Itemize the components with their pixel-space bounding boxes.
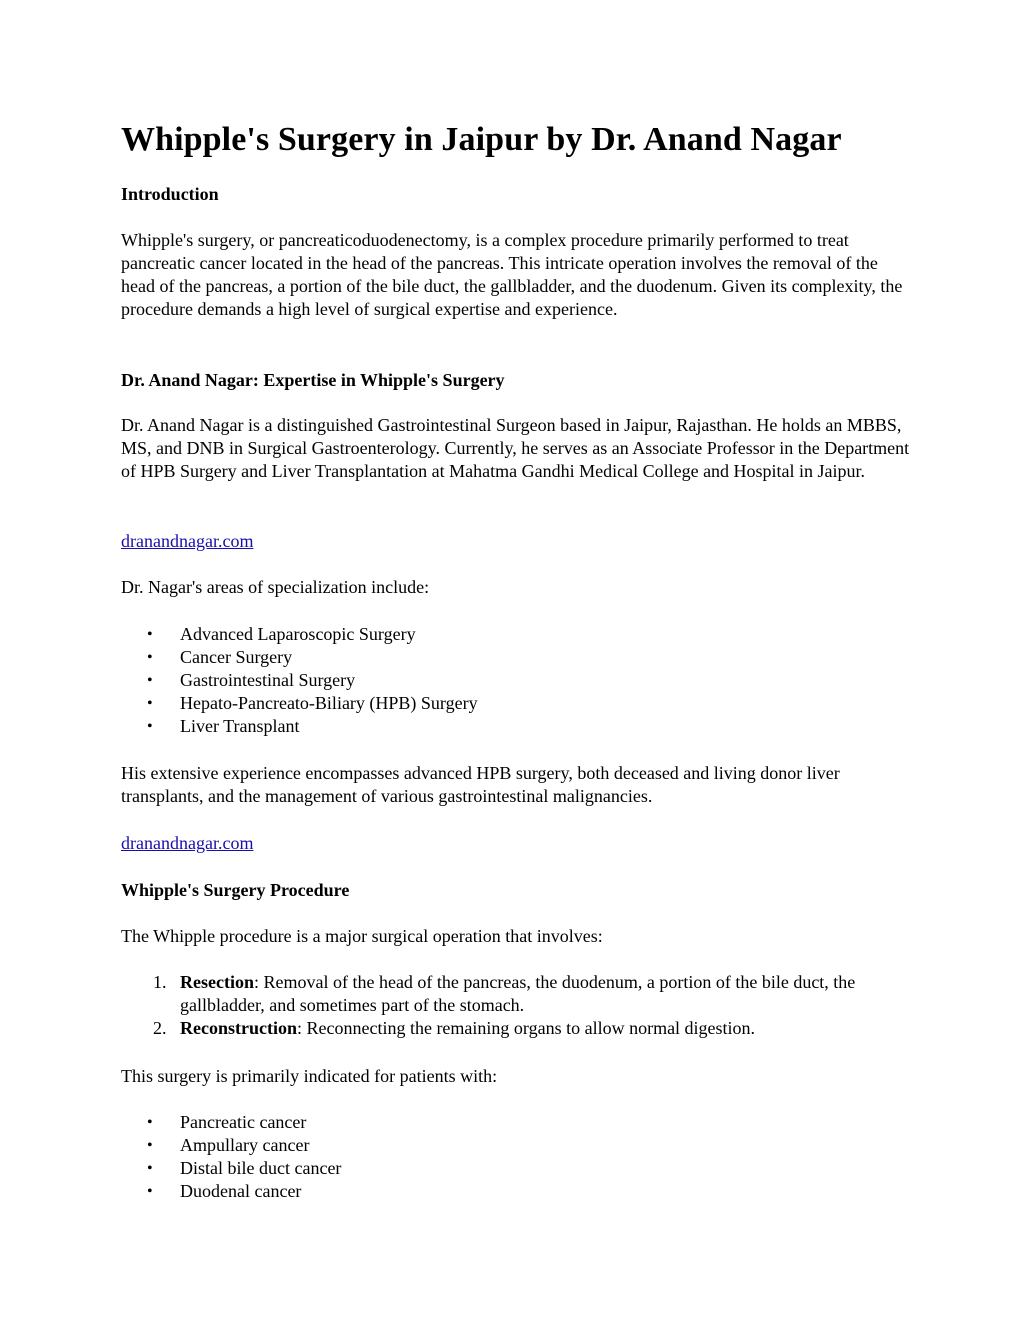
website-link[interactable]: dranandnagar.com <box>121 531 254 551</box>
indications-intro: This surgery is primarily indicated for patients with: <box>121 1066 498 1086</box>
list-item: • Cancer Surgery <box>147 647 293 667</box>
page-title: Whipple's Surgery in Jaipur by Dr. Anand Nagar <box>121 121 842 158</box>
expertise-paragraph: Dr. Anand Nagar is a distinguished Gastrointestinal Surgeon based in Jaipur, Rajasthan. He holds an MBBS, MS, and DNB in Surgical Gastroenterology. Currently, he serves as an Associate Professor in the Department of HPB Surgery and Liver Transplantation at Mahatma Gandhi Medical College and Hospital in Jaipur. <box>121 415 910 481</box>
list-item: • Distal bile duct cancer <box>147 1158 342 1178</box>
bullet-icon: • <box>147 1137 153 1154</box>
list-item: • Ampullary cancer <box>147 1135 310 1155</box>
website-link-container-2 <box>121 832 911 855</box>
step-term: Resection <box>180 972 254 992</box>
list-item: • Pancreatic cancer <box>147 1112 307 1132</box>
list-item: • Liver Transplant <box>147 716 300 736</box>
bullet-icon: • <box>147 626 153 643</box>
specialization-intro: Dr. Nagar's areas of specialization include: <box>121 577 430 597</box>
list-item: 1. Resection: Removal of the head of the pancreas, the duodenum, a portion of the bile duct, the gallbladder, and sometimes part of the stomach. <box>153 972 856 1015</box>
list-item: • Duodenal cancer <box>147 1181 302 1201</box>
list-item: 2. Reconstruction: Reconnecting the remaining organs to allow normal digestion. <box>153 1018 756 1038</box>
list-item: • Hepato-Pancreato-Biliary (HPB) Surgery <box>147 693 478 713</box>
procedure-steps-list <box>121 971 911 1040</box>
procedure-intro: The Whipple procedure is a major surgical operation that involves: <box>121 926 603 946</box>
indications-list <box>121 1111 911 1203</box>
bullet-icon: • <box>147 672 153 689</box>
bullet-icon: • <box>147 695 153 712</box>
introduction-heading: Introduction <box>121 184 219 204</box>
website-link-container <box>121 530 911 553</box>
step-term: Reconstruction <box>180 1018 297 1038</box>
specialization-list <box>121 623 911 738</box>
list-item: • Advanced Laparoscopic Surgery <box>147 624 416 644</box>
bullet-icon: • <box>147 1183 153 1200</box>
bullet-icon: • <box>147 1160 153 1177</box>
bullet-icon: • <box>147 649 153 666</box>
bullet-icon: • <box>147 718 153 735</box>
website-link-2[interactable]: dranandnagar.com <box>121 833 254 853</box>
introduction-paragraph: Whipple's surgery, or pancreaticoduodenectomy, is a complex procedure primarily performed to treat pancreatic cancer located in the head of the pancreas. This intricate operation involves the removal of the head of the pancreas, a portion of the bile duct, the gallbladder, and the duodenum. Given its complexity, the procedure demands a high level of surgical expertise and experience. <box>121 230 903 319</box>
procedure-heading: Whipple's Surgery Procedure <box>121 880 350 900</box>
experience-paragraph: His extensive experience encompasses advanced HPB surgery, both deceased and living donor liver transplants, and the management of various gastrointestinal malignancies. <box>121 763 840 806</box>
list-item: • Gastrointestinal Surgery <box>147 670 356 690</box>
bullet-icon: • <box>147 1114 153 1131</box>
expertise-heading: Dr. Anand Nagar: Expertise in Whipple's Surgery <box>121 370 505 390</box>
